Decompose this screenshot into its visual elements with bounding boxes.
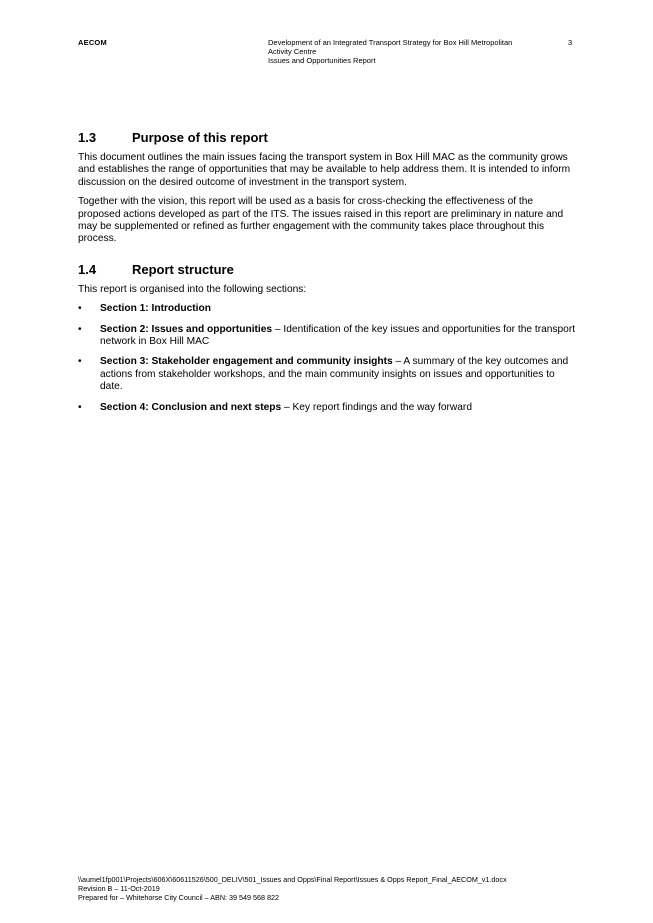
- list-item-text: – A summary of the key outcomes and actions from stakeholder workshops, and the main community insights on issues and opportunities to date.: [100, 356, 569, 393]
- prepared-for: Prepared for – Whitehorse City Council – ABN: 39 549 568 822: [78, 892, 279, 902]
- document-subtitle: Issues and Opportunities Report: [268, 56, 376, 65]
- brand-name: AECOM: [78, 38, 107, 47]
- paragraph: This document outlines the main issues facing the transport system in Box Hill MAC as the community grows and establishes the range of opportunities that may be available to help address them. It is intended to inform discussion on the desired outcome of investment in the transport system.: [78, 152, 571, 188]
- section-number: 1.3: [78, 130, 97, 145]
- list-item: [78, 324, 578, 349]
- list-item: [78, 356, 578, 393]
- bullet-icon: •: [78, 303, 82, 315]
- list-item-title: Section 4: Conclusion and next steps: [100, 401, 282, 413]
- paragraph: Together with the vision, this report will be used as a basis for cross-checking the effectiveness of the proposed actions developed as part of the ITS. The issues raised in this report are preliminary in nature and may be supplemented or refined as further engagement with the community takes place throughout this process.: [78, 196, 564, 245]
- file-path: \\aumel1fp001\Projects\606X\60611526\500_DELIV\501_Issues and Opps\Final Report\Issues & Opps Report_Final_AECOM_v1.docx: [78, 875, 507, 884]
- section-heading-1-4: [78, 262, 578, 278]
- section-heading-1-3: [78, 130, 578, 146]
- list-item-title: Section 3: Stakeholder engagement and community insights: [100, 356, 393, 368]
- page-header: [78, 38, 578, 68]
- section-number: 1.4: [78, 261, 97, 277]
- section-title: Report structure: [132, 261, 234, 277]
- bullet-icon: •: [78, 356, 82, 368]
- section-title: Purpose of this report: [132, 130, 268, 145]
- list-item-title: Section 1: Introduction: [100, 303, 211, 315]
- paragraph: This report is organised into the following sections:: [78, 283, 307, 295]
- list-item-title: Section 2: Issues and opportunities: [100, 323, 273, 335]
- list-item: [78, 402, 578, 414]
- page-content: [78, 130, 578, 422]
- document-title-line: Development of an Integrated Transport Strategy for Box Hill Metropolitan: [268, 38, 513, 47]
- page-footer: [78, 876, 598, 902]
- bullet-icon: •: [78, 401, 82, 413]
- list-item-text: – Key report findings and the way forward: [281, 401, 472, 413]
- list-item-text: – Identification of the key issues and opportunities for the transport network in Box Hill MAC: [100, 323, 576, 348]
- list-item: [78, 303, 578, 315]
- bullet-icon: •: [78, 323, 82, 335]
- document-title: [268, 38, 528, 65]
- revision-info: Revision B – 11-Oct-2019: [78, 883, 160, 893]
- page-number: 3: [568, 38, 573, 47]
- document-title-line: Activity Centre: [268, 47, 317, 56]
- section-list: [78, 303, 578, 414]
